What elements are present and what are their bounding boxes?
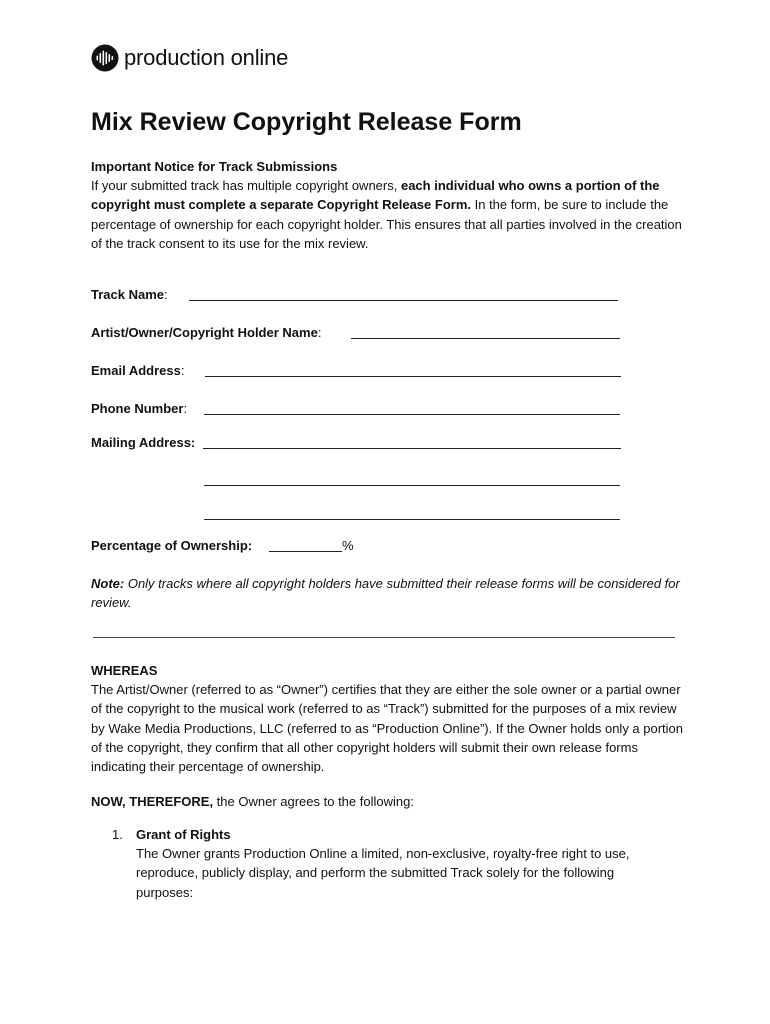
- logo: [91, 44, 288, 72]
- percentage-label: Percentage of Ownership:: [91, 538, 253, 553]
- artist-owner-field[interactable]: [351, 338, 620, 339]
- track-name-label: Track Name:: [91, 287, 168, 302]
- mailing-address-field-1[interactable]: [203, 448, 621, 449]
- mailing-address-label: Mailing Address:: [91, 435, 196, 450]
- divider: [93, 637, 675, 638]
- list-item-number: 1.: [112, 827, 123, 842]
- email-label: Email Address:: [91, 363, 185, 378]
- mailing-address-field-2[interactable]: [204, 485, 620, 486]
- now-therefore: [91, 792, 691, 811]
- note-label: Note:: [91, 576, 125, 591]
- percentage-unit: %: [342, 538, 354, 553]
- notice-text-bold: each individual who owns a portion of the copyright must complete a separate Copyright Release Form.: [91, 178, 660, 213]
- list-item-heading: Grant of Rights: [136, 827, 231, 842]
- page-title: Mix Review Copyright Release Form: [91, 108, 522, 136]
- whereas-text: The Artist/Owner (referred to as “Owner”) certifies that they are either the sole owner or a partial owner of the copyright to the musical work (referred to as “Track”) submitted for the purposes of a mix review by Wake Media Productions, LLC (referred to as “Production Online”). If the Owner holds only a portion of the copyright, they confirm that all other copyright holders will submit their own release forms indicating their percentage of ownership.: [91, 682, 684, 775]
- notice-text-2: In the form, be sure to include the percentage of ownership for each copyright holder. This ensures that all parties involved in the creation of the track consent to its use for the mix review.: [91, 197, 682, 251]
- note-text: Only tracks where all copyright holders have submitted their release forms will be considered for review.: [91, 576, 680, 611]
- track-name-field[interactable]: [189, 300, 618, 301]
- email-field[interactable]: [205, 376, 621, 377]
- list-item-text: The Owner grants Production Online a limited, non-exclusive, royalty-free right to use, reproduce, publicly display, and perform the submitted Track solely for the following purposes:: [136, 846, 630, 900]
- phone-field[interactable]: [204, 414, 620, 415]
- percentage-field[interactable]: [269, 551, 342, 552]
- notice-section: [91, 157, 691, 253]
- phone-label: Phone Number:: [91, 401, 188, 416]
- note: [91, 574, 691, 612]
- sound-wave-circle-icon: [91, 44, 119, 72]
- whereas-section: [91, 661, 691, 776]
- list-item-body: [136, 825, 666, 902]
- notice-heading: Important Notice for Track Submissions: [91, 159, 338, 174]
- notice-text: [91, 176, 691, 253]
- now-therefore-text: the Owner agrees to the following:: [213, 794, 414, 809]
- now-therefore-bold: NOW, THEREFORE,: [91, 794, 214, 809]
- whereas-heading: WHEREAS: [91, 663, 158, 678]
- logo-text: production online: [124, 45, 289, 70]
- artist-owner-label: Artist/Owner/Copyright Holder Name:: [91, 325, 322, 340]
- mailing-address-field-3[interactable]: [204, 519, 620, 520]
- notice-text-1: If your submitted track has multiple copyright owners,: [91, 178, 401, 194]
